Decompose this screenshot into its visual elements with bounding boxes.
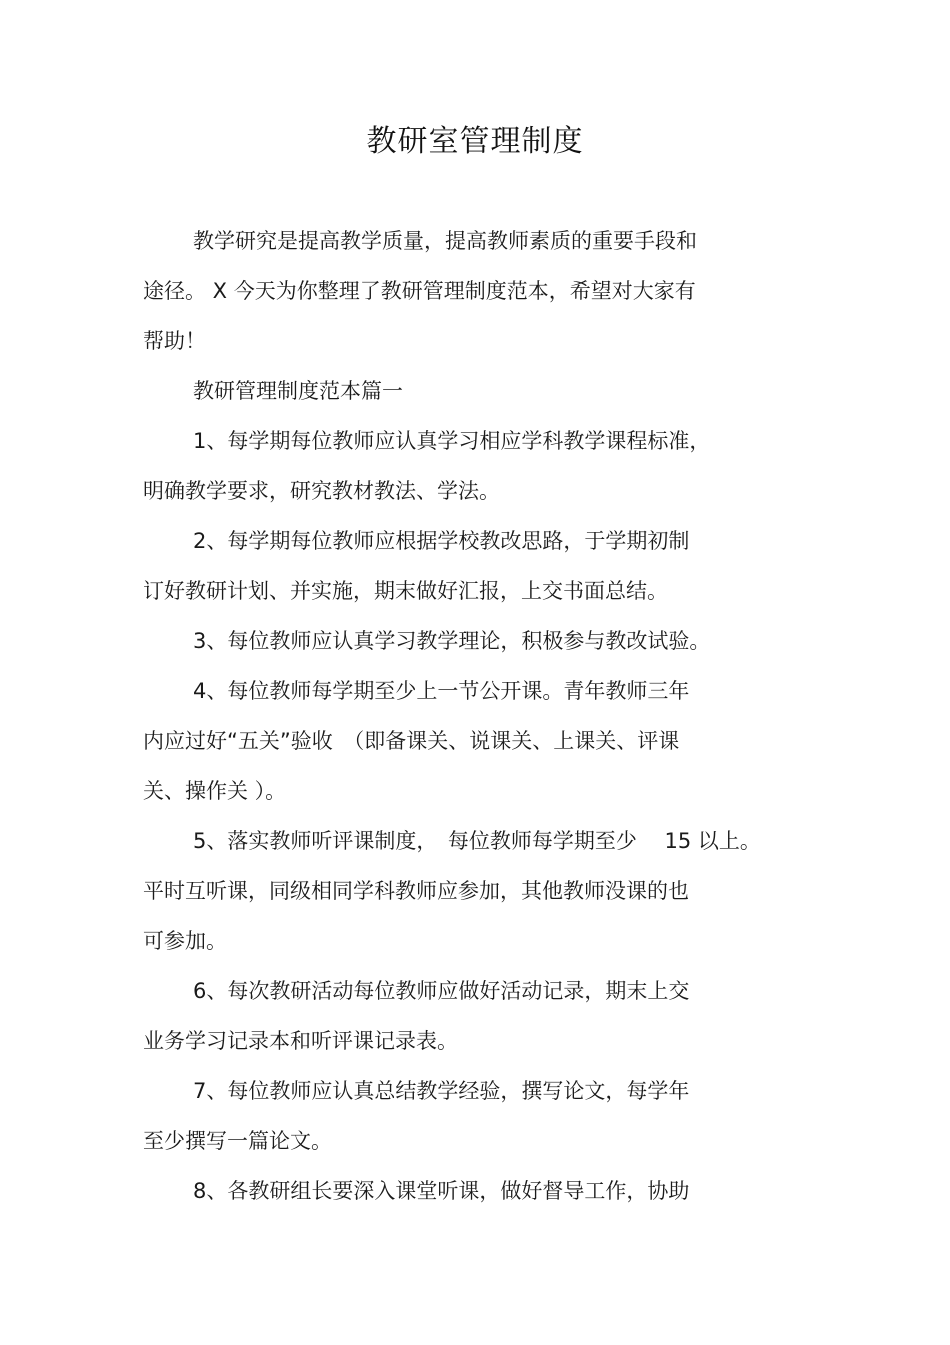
- item-7-line-2: 至少撰写一篇论文。: [143, 1129, 332, 1153]
- item-8-line-1: 8、各教研组长要深入课堂听课，做好督导工作，协助: [193, 1179, 690, 1203]
- item-5-line-3: 可参加。: [143, 929, 227, 953]
- item-5-line-2: 平时互听课，同级相同学科教师应参加，其他教师没课的也: [143, 879, 689, 903]
- section-heading: 教研管理制度范本篇一: [193, 379, 403, 403]
- item-6-line-2: 业务学习记录本和听评课记录表。: [143, 1029, 458, 1053]
- item-1-line-2: 明确教学要求，研究教材教法、学法。: [143, 479, 500, 503]
- intro-line-2: 途径。 X 今天为你整理了教研管理制度范本，希望对大家有: [143, 279, 696, 303]
- intro-line-1: 教学研究是提高教学质量，提高教师素质的重要手段和: [193, 229, 697, 253]
- item-1-line-1: 1、每学期每位教师应认真学习相应学科教学课程标准，: [193, 429, 711, 453]
- document-title: 教研室管理制度: [366, 124, 584, 159]
- item-4-line-1: 4、每位教师每学期至少上一节公开课。青年教师三年: [193, 679, 690, 703]
- item-3-line-1: 3、每位教师应认真学习教学理论，积极参与教改试验。: [193, 629, 711, 653]
- intro-line-3: 帮助！: [143, 329, 206, 353]
- item-4-line-2: 内应过好“五关”验收 （即备课关、说课关、上课关、评课: [143, 729, 680, 753]
- item-4-line-3: 关、操作关 ）。: [143, 779, 287, 803]
- item-7-line-1: 7、每位教师应认真总结教学经验，撰写论文，每学年: [193, 1079, 690, 1103]
- item-2-line-1: 2、每学期每位教师应根据学校教改思路，于学期初制: [193, 529, 690, 553]
- item-6-line-1: 6、每次教研活动每位教师应做好活动记录，期末上交: [193, 979, 690, 1003]
- item-2-line-2: 订好教研计划、并实施，期末做好汇报，上交书面总结。: [143, 579, 668, 603]
- item-5-line-1: 5、落实教师听评课制度， 每位教师每学期至少 15 以上。: [193, 829, 761, 853]
